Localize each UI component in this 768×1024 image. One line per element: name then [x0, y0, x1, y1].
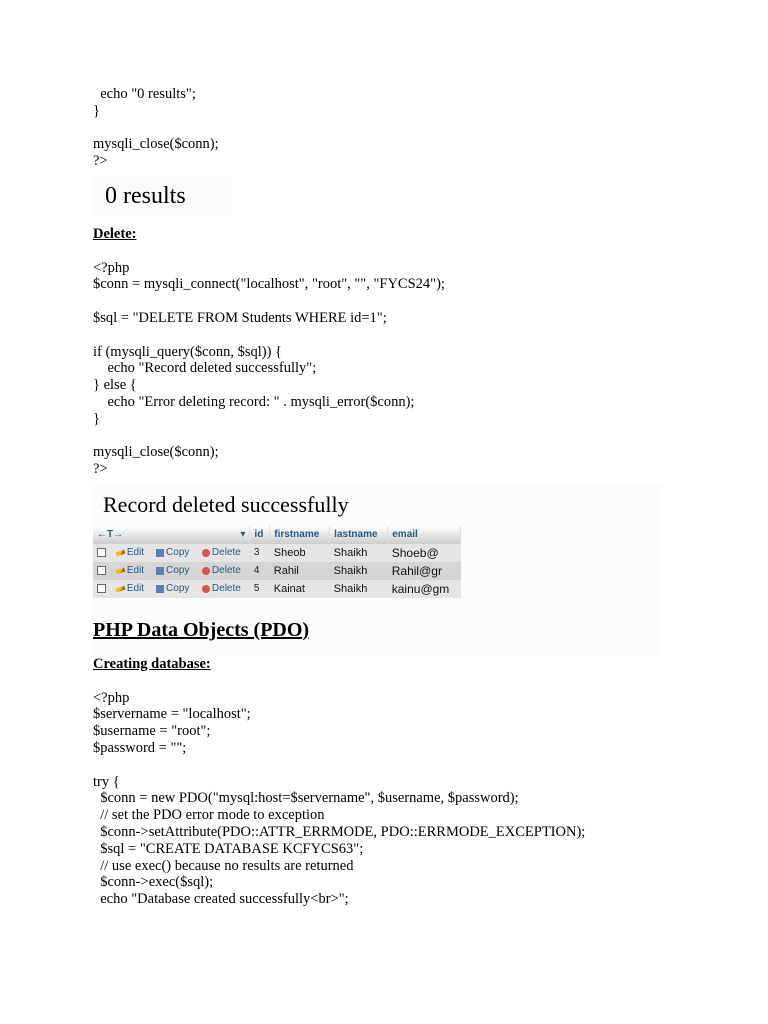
code-line: mysqli_close($conn);: [93, 136, 219, 153]
code-line: }: [93, 410, 100, 427]
cell-firstname: Rahil: [270, 562, 330, 580]
creating-database-heading: Creating database:: [93, 655, 211, 672]
delete-link: [198, 580, 250, 598]
blank-line: [93, 673, 693, 690]
copy-label: Copy: [166, 583, 190, 595]
code-line: $conn->exec($sql);: [93, 874, 214, 891]
code-line: $servername = "localhost";: [93, 706, 251, 723]
delete-label: Delete: [211, 583, 241, 595]
code-block-create-database: [93, 690, 693, 908]
cell-firstname: Sheob: [270, 544, 330, 562]
code-line: $conn->setAttribute(PDO::ATTR_ERRMODE, PDO::ERRMODE_EXCEPTION);: [93, 823, 586, 840]
column-header-firstname: firstname: [270, 526, 330, 544]
pencil-icon: [115, 549, 125, 556]
code-line: $conn = new PDO("mysql:host=$servername", $username, $password);: [93, 790, 519, 807]
code-line: <?php: [93, 689, 130, 706]
cell-id: 4: [250, 562, 270, 580]
code-line: $conn = mysqli_connect("localhost", "root", "", "FYCS24");: [93, 276, 445, 293]
column-header-id: id: [250, 526, 270, 544]
copy-label: Copy: [166, 565, 190, 577]
column-header-email: email: [388, 526, 461, 544]
cell-firstname: Kainat: [270, 580, 330, 598]
table-row: [93, 544, 461, 562]
table-row: [93, 580, 461, 598]
code-line: $sql = "DELETE FROM Students WHERE id=1";: [93, 309, 387, 326]
code-line: $sql = "CREATE DATABASE KCFYCS63";: [93, 840, 364, 857]
cell-lastname: Shaikh: [330, 562, 388, 580]
table-header-row: [93, 526, 461, 544]
code-line: echo "Database created successfully<br>";: [93, 891, 349, 908]
code-line: $username = "root";: [93, 723, 211, 740]
code-block-delete: [93, 260, 693, 478]
row-checkbox: [93, 562, 112, 580]
edit-link: [112, 580, 152, 598]
edit-link: [112, 562, 152, 580]
chevron-down-icon: ▾: [240, 529, 246, 541]
edit-label: Edit: [126, 583, 145, 595]
code-line: try {: [93, 773, 120, 790]
copy-icon: [156, 585, 164, 593]
copy-icon: [156, 567, 164, 575]
blank-line: [93, 428, 693, 445]
delete-icon: [202, 549, 210, 557]
code-line: } else {: [93, 377, 137, 394]
code-line: echo "Record deleted successfully";: [93, 360, 317, 377]
copy-icon: [156, 549, 164, 557]
delete-heading: Delete:: [93, 225, 137, 242]
edit-link: [112, 544, 152, 562]
output-screenshot-delete: [93, 484, 661, 656]
code-line: }: [93, 102, 100, 119]
row-checkbox: [93, 544, 112, 562]
checkbox-icon: [97, 584, 106, 593]
sort-arrows-icon: ←T→: [97, 529, 124, 541]
code-line: // set the PDO error mode to exception: [93, 807, 325, 824]
code-line: ?>: [93, 461, 108, 478]
pencil-icon: [115, 585, 125, 592]
cell-email: kainu@gm: [388, 580, 461, 598]
blank-line: [93, 757, 693, 774]
checkbox-icon: [97, 566, 106, 575]
delete-link: [198, 562, 250, 580]
code-line: mysqli_close($conn);: [93, 444, 219, 461]
code-line: if (mysqli_query($conn, $sql)) {: [93, 343, 282, 360]
code-line: ?>: [93, 153, 108, 170]
code-block-select-end: [93, 86, 693, 170]
delete-icon: [202, 585, 210, 593]
copy-link: [152, 544, 198, 562]
cell-email: Rahil@gr: [388, 562, 461, 580]
code-line: echo "Error deleting record: " . mysqli_error($conn);: [93, 393, 415, 410]
document-page: [93, 86, 693, 908]
cell-lastname: Shaikh: [330, 580, 388, 598]
blank-line: [93, 293, 693, 310]
checkbox-icon: [97, 548, 106, 557]
cell-email: Shoeb@: [388, 544, 461, 562]
copy-link: [152, 562, 198, 580]
column-header-lastname: lastname: [330, 526, 388, 544]
edit-label: Edit: [126, 547, 145, 559]
code-line: // use exec() because no results are returned: [93, 857, 354, 874]
sort-arrows-header: [93, 526, 250, 544]
copy-label: Copy: [166, 547, 190, 559]
blank-line: [93, 120, 693, 137]
row-checkbox: [93, 580, 112, 598]
table-row: [93, 562, 461, 580]
code-line: echo "0 results";: [93, 86, 196, 102]
blank-line: [93, 327, 693, 344]
cell-id: 5: [250, 580, 270, 598]
delete-icon: [202, 567, 210, 575]
edit-label: Edit: [126, 565, 145, 577]
record-deleted-message: Record deleted successfully: [103, 491, 349, 517]
delete-label: Delete: [211, 547, 241, 559]
code-line: <?php: [93, 259, 130, 276]
code-line: $password = "";: [93, 739, 187, 756]
delete-label: Delete: [211, 565, 241, 577]
blank-line: [93, 243, 693, 260]
output-screenshot-zero-results: 0 results: [93, 176, 232, 216]
cell-id: 3: [250, 544, 270, 562]
delete-link: [198, 544, 250, 562]
pdo-heading: PHP Data Objects (PDO): [93, 618, 310, 641]
phpmyadmin-table: [93, 526, 461, 598]
pencil-icon: [115, 567, 125, 574]
copy-link: [152, 580, 198, 598]
cell-lastname: Shaikh: [330, 544, 388, 562]
